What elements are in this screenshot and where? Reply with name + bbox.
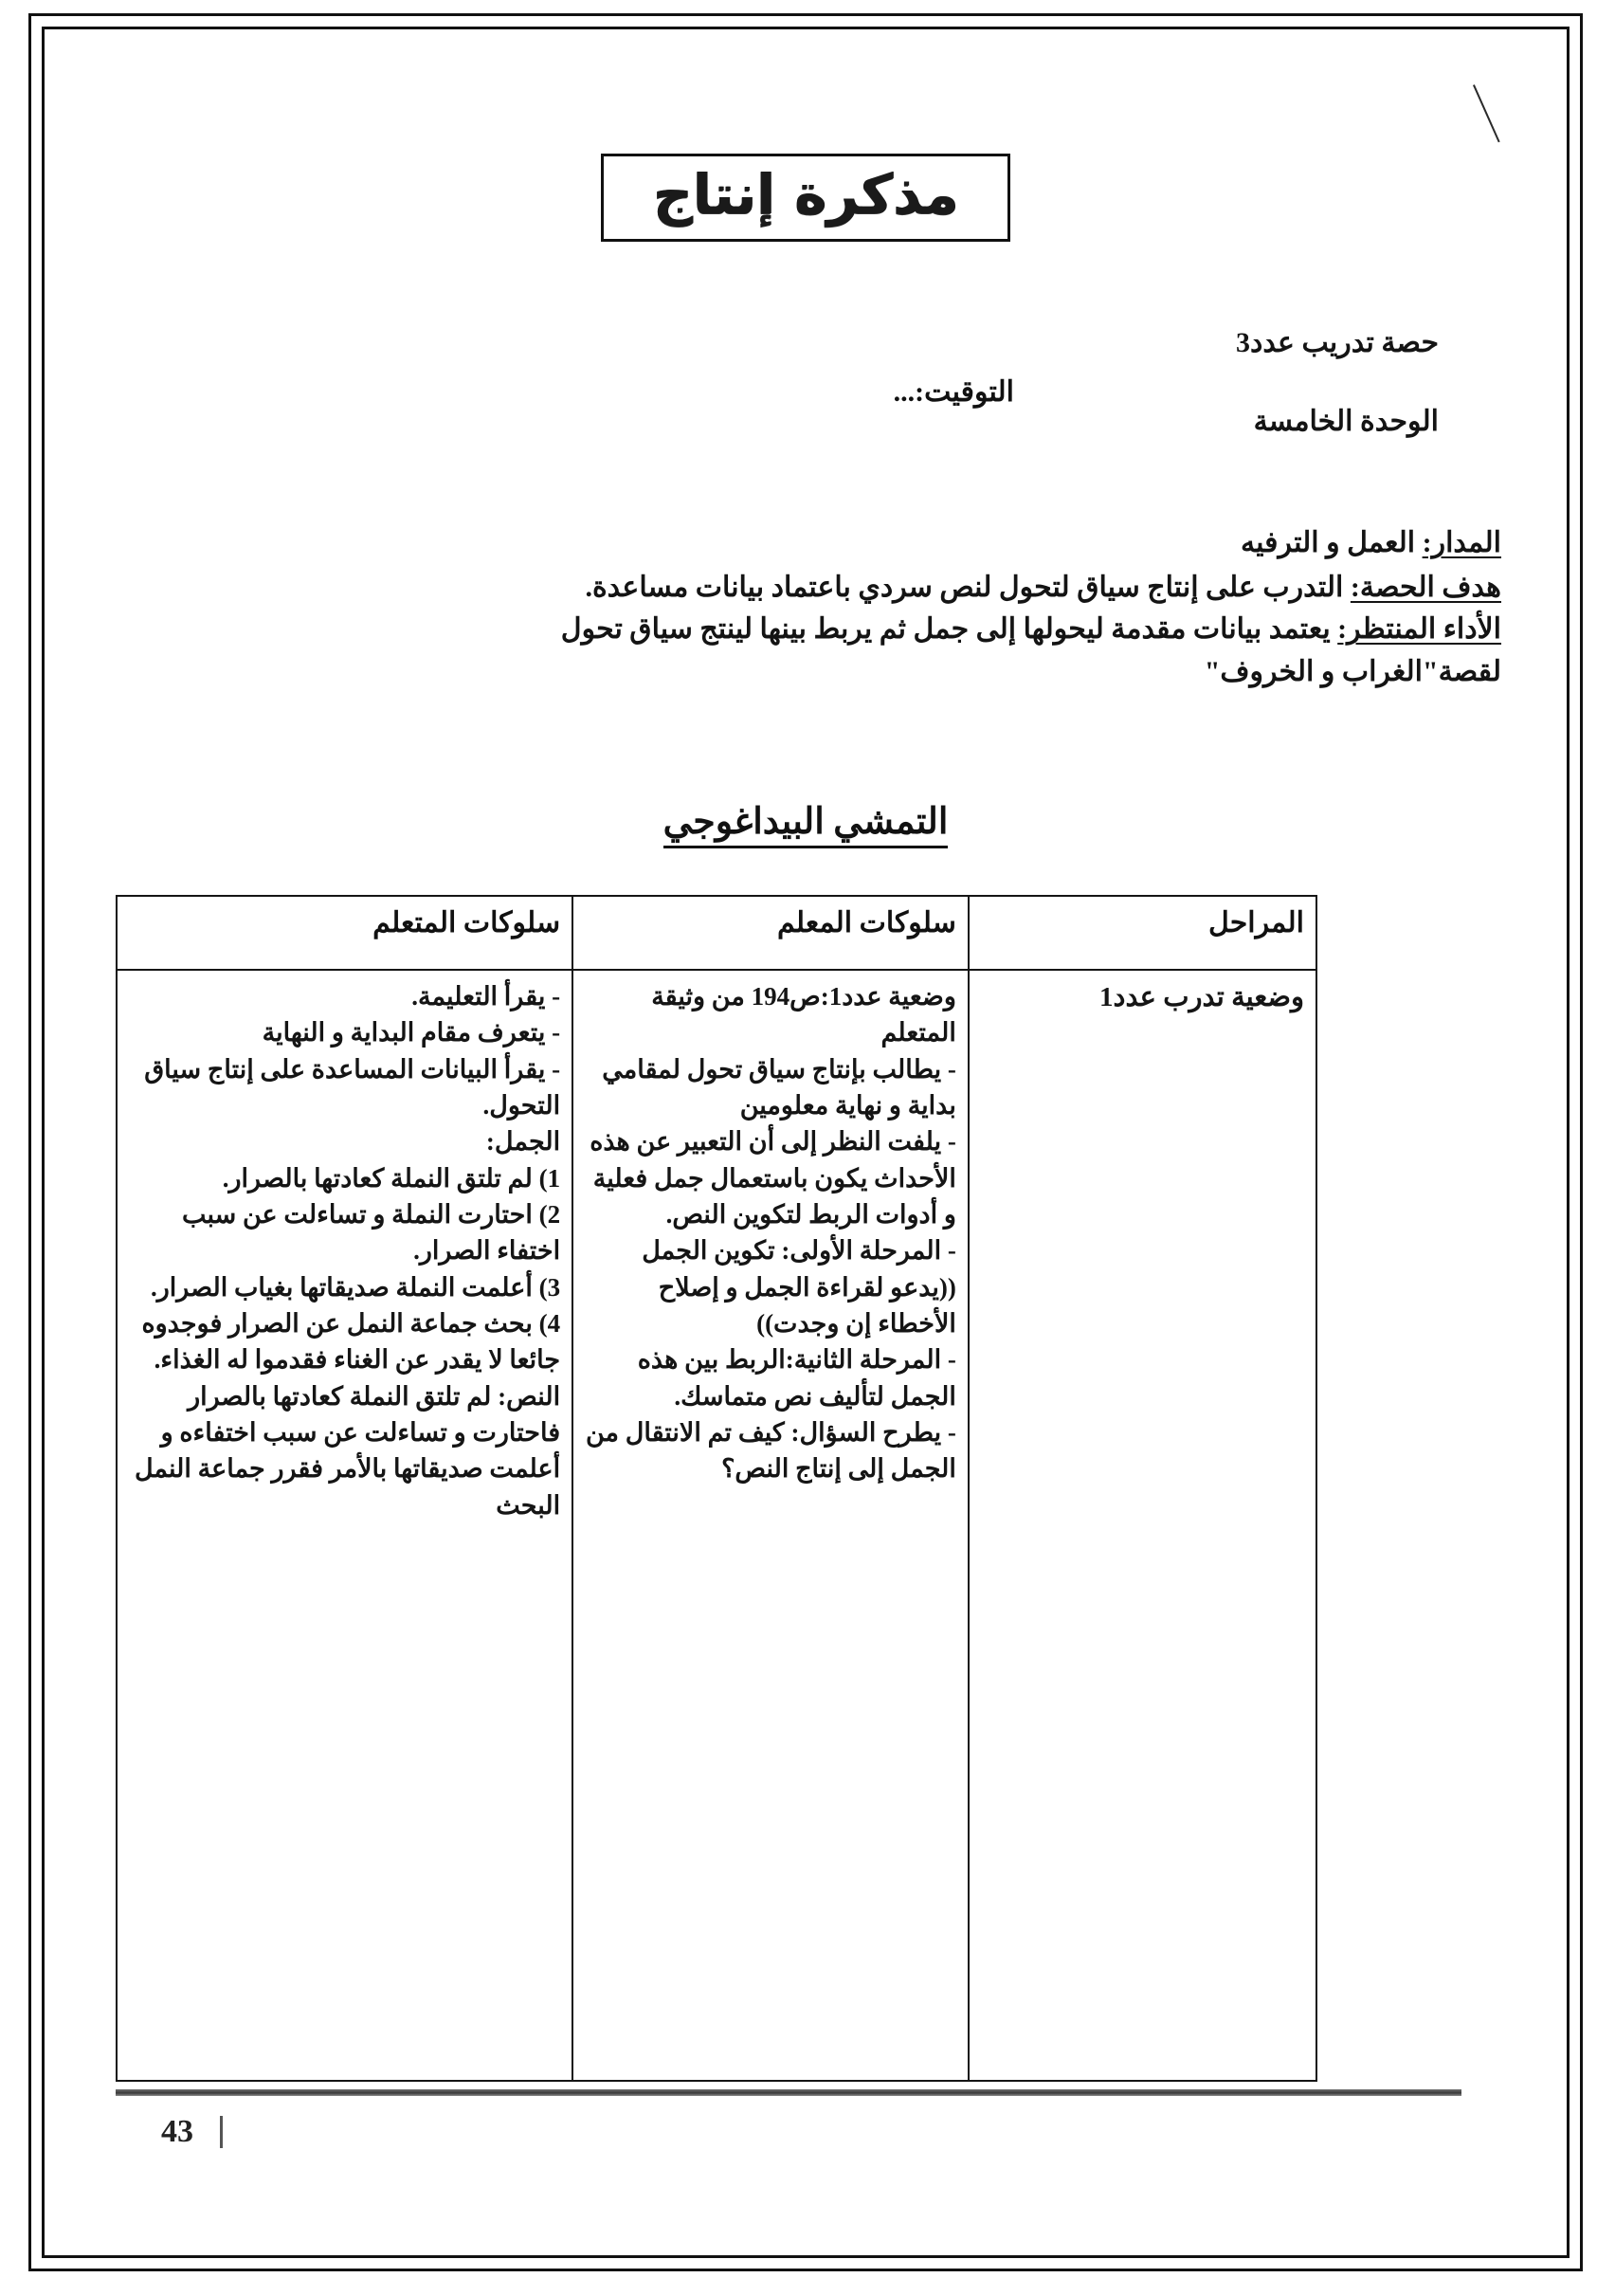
behavior-item: ((يدعو لقراءة الجمل و إصلاح الأخطاء إن وجدت)) bbox=[658, 1272, 956, 1338]
header-meta bbox=[57, 326, 1554, 497]
lesson-plan-table bbox=[116, 895, 1317, 2082]
behavior-item: النص: لم تلتق النملة كعادتها بالصرار فاحتارت و تساءلت عن سبب اختفاءه و أعلمت صديقاتها بالأمر فقرر جماعة النمل البحث bbox=[134, 1381, 561, 1520]
scan-corner-artifact bbox=[1467, 83, 1518, 142]
behavior-item: - يقرأ البيانات المساعدة على إنتاج سياق التحول. bbox=[144, 1054, 561, 1120]
time-label: التوقيت:... bbox=[893, 376, 1014, 408]
goal-value: التدرب على إنتاج سياق لتحول لنص سردي باعتماد بيانات مساعدة. bbox=[585, 571, 1351, 603]
learner-behaviors-list bbox=[129, 978, 560, 2068]
behavior-item: - يطالب بإنتاج سياق تحول لمقامي بداية و نهاية معلومين bbox=[602, 1054, 956, 1120]
behavior-item: وضعية عدد1:ص194 من وثيقة المتعلم bbox=[651, 982, 956, 1048]
objectives-block bbox=[57, 523, 1554, 696]
behavior-item: الجمل: bbox=[485, 1127, 561, 1157]
outcome-value: يعتمد بيانات مقدمة ليحولها إلى جمل ثم يربط بينها لينتج سياق تحول bbox=[560, 613, 1338, 646]
cell-teacher-behaviors bbox=[572, 970, 969, 2081]
column-header-stages: المراحل bbox=[969, 896, 1316, 970]
page-number: 43 bbox=[161, 2114, 193, 2149]
unit-label: الوحدة الخامسة bbox=[1253, 406, 1439, 437]
domain-value: العمل و الترفيه bbox=[1241, 527, 1423, 558]
behavior-item: 3) أعلمت النملة صديقاتها بغياب الصرار. bbox=[150, 1272, 561, 1302]
domain-line bbox=[85, 523, 1501, 564]
goal-line bbox=[85, 568, 1501, 609]
behavior-item: - يلفت النظر إلى أن التعبير عن هذه الأحداث يكون باستعمال جمل فعلية و أدوات الربط لتكوين النص. bbox=[590, 1127, 956, 1229]
document-title-container bbox=[57, 154, 1554, 242]
outcome-label: الأداء المنتظر: bbox=[1337, 613, 1501, 646]
document-sheet bbox=[57, 42, 1554, 2243]
page-title: مذكرة إنتاج bbox=[652, 162, 959, 227]
session-label: حصة تدريب عدد3 bbox=[1235, 327, 1439, 358]
behavior-item: - المرحلة الأولى: تكوين الجمل bbox=[642, 1236, 956, 1266]
behavior-item: - يقرأ التعليمة. bbox=[411, 982, 561, 1011]
behavior-item: 2) احتارت النملة و تساءلت عن سبب اختفاء الصرار. bbox=[181, 1199, 561, 1266]
behavior-item: - المرحلة الثانية:الربط بين هذه الجمل لتأليف نص متماسك. bbox=[637, 1345, 956, 1411]
outcome-line bbox=[85, 610, 1501, 650]
domain-label: المدار: bbox=[1422, 527, 1501, 558]
document-title-box bbox=[601, 154, 1011, 242]
outcome-line-2: لقصة"الغراب و الخروف" bbox=[1204, 655, 1501, 687]
stage-text: وضعية تدرب عدد1 bbox=[1099, 982, 1304, 1012]
behavior-item: - يطرح السؤال: كيف تم الانتقال من الجمل إلى إنتاج النص؟ bbox=[586, 1417, 956, 1484]
behavior-item: 4) بحث جماعة النمل عن الصرار فوجدوه جائعا لا يقدر عن الغناء فقدموا له الغذاء. bbox=[141, 1308, 561, 1375]
pedagogy-heading: التمشي البيداغوجي bbox=[663, 800, 949, 848]
lesson-plan-table-container bbox=[116, 895, 1317, 2082]
goal-label: هدف الحصة: bbox=[1350, 571, 1501, 603]
teacher-behaviors-list bbox=[585, 978, 956, 2068]
table-row bbox=[117, 970, 1316, 2081]
behavior-item: - يتعرف مقام البداية و النهاية bbox=[262, 1018, 561, 1048]
footer-rule bbox=[116, 2089, 1461, 2096]
behavior-item: 1) لم تلتق النملة كعادتها بالصرار. bbox=[222, 1163, 561, 1193]
column-header-teacher: سلوكات المعلم bbox=[572, 896, 969, 970]
table-header-row bbox=[117, 896, 1316, 970]
cell-learner-behaviors bbox=[117, 970, 572, 2081]
pedagogy-heading-container bbox=[57, 800, 1554, 848]
cell-stage bbox=[969, 970, 1316, 2081]
column-header-learner: سلوكات المتعلم bbox=[117, 896, 572, 970]
